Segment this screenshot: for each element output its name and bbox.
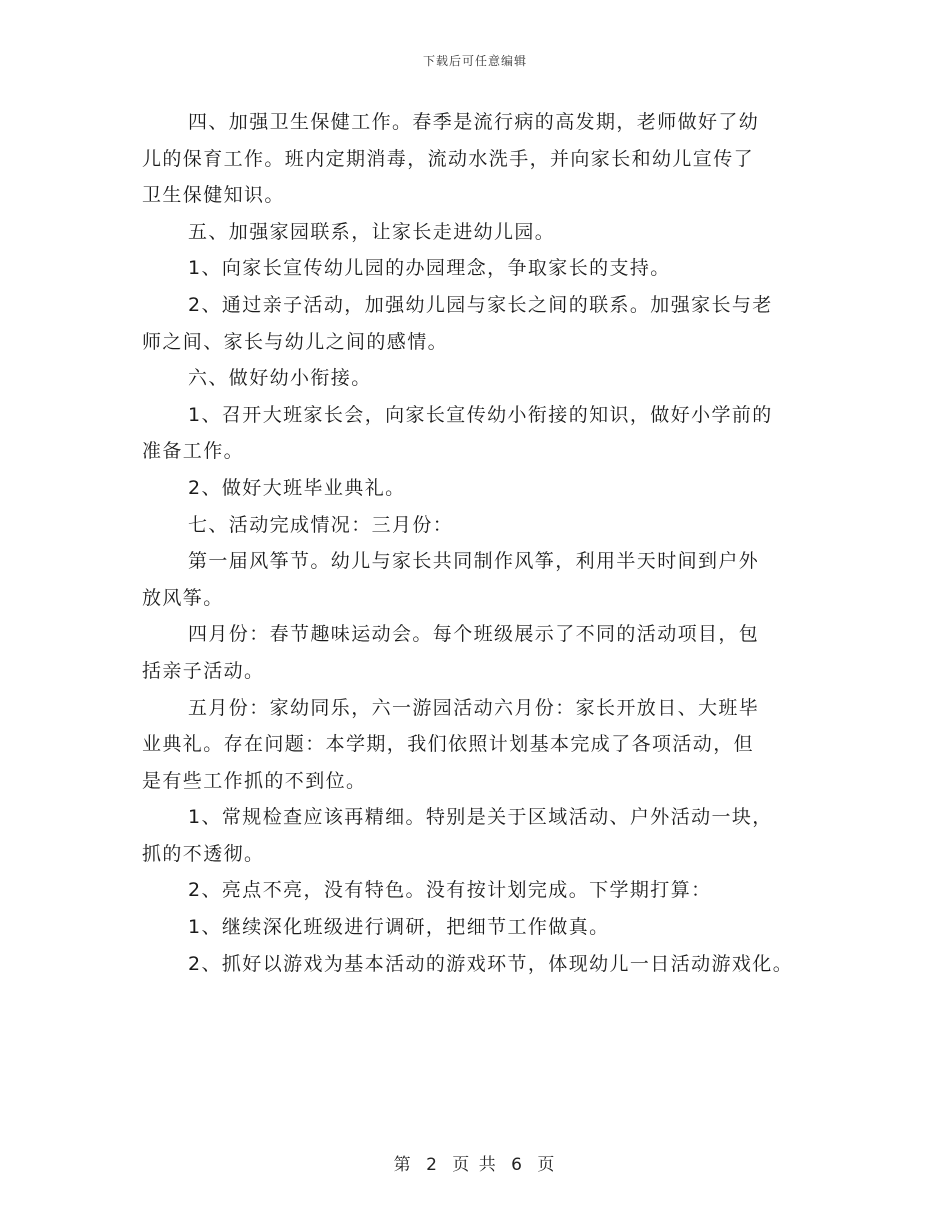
text-line: 四、加强卫生保健工作。春季是流行病的高发期，老师做好了幼 — [188, 111, 760, 133]
text-line: 2、亮点不亮，没有特色。没有按计划完成。下学期打算： — [188, 879, 712, 902]
footer-total-pages: 6 — [511, 1155, 524, 1175]
text-line: 第一届风筝节。幼儿与家长共同制作风筝，利用半天时间到户外 — [188, 550, 760, 573]
page-footer — [0, 1150, 950, 1175]
footer-current-page: 2 — [426, 1155, 439, 1175]
text-line: 1、向家长宣传幼儿园的办园理念，争取家长的支持。 — [188, 257, 671, 280]
text-line: 六、做好幼小衔接。 — [188, 367, 372, 390]
text-line: 四月份：春节趣味运动会。每个班级展示了不同的活动项目，包 — [188, 623, 760, 646]
footer-suffix: 页 — [537, 1155, 557, 1175]
text-line: 准备工作。 — [142, 440, 245, 463]
text-line: 2、做好大班毕业典礼。 — [188, 476, 406, 499]
text-line: 2、抓好以游戏为基本活动的游戏环节，体现幼儿一日活动游戏化。 — [188, 952, 794, 975]
text-line: 抓的不透彻。 — [142, 842, 265, 865]
text-line: 业典礼。存在问题：本学期，我们依照计划基本完成了各项活动，但 — [142, 733, 755, 756]
text-line: 师之间、家长与幼儿之间的感情。 — [142, 330, 449, 353]
text-line: 1、召开大班家长会，向家长宣传幼小衔接的知识，做好小学前的 — [188, 403, 773, 426]
text-line: 是有些工作抓的不到位。 — [142, 769, 367, 792]
text-line: 放风筝。 — [142, 586, 224, 609]
text-line: 七、活动完成情况：三月份： — [188, 513, 454, 536]
text-line: 1、继续深化班级进行调研，把细节工作做真。 — [188, 916, 610, 939]
text-line: 五、加强家园联系，让家长走进幼儿园。 — [188, 220, 556, 243]
text-line: 2、通过亲子活动，加强幼儿园与家长之间的联系。加强家长与老 — [188, 293, 773, 316]
text-line: 卫生保健知识。 — [142, 184, 285, 207]
footer-prefix: 第 — [393, 1155, 413, 1175]
page-header: 下载后可任意编辑 — [422, 54, 527, 68]
text-line: 括亲子活动。 — [142, 659, 265, 682]
footer-middle: 页 共 — [452, 1155, 498, 1175]
text-line: 儿的保育工作。班内定期消毒，流动水洗手，并向家长和幼儿宣传了 — [142, 147, 755, 170]
document-body — [142, 104, 832, 982]
text-line: 五月份：家幼同乐，六一游园活动六月份：家长开放日、大班毕 — [188, 696, 760, 719]
text-line: 1、常规检查应该再精细。特别是关于区域活动、户外活动一块， — [188, 806, 773, 829]
